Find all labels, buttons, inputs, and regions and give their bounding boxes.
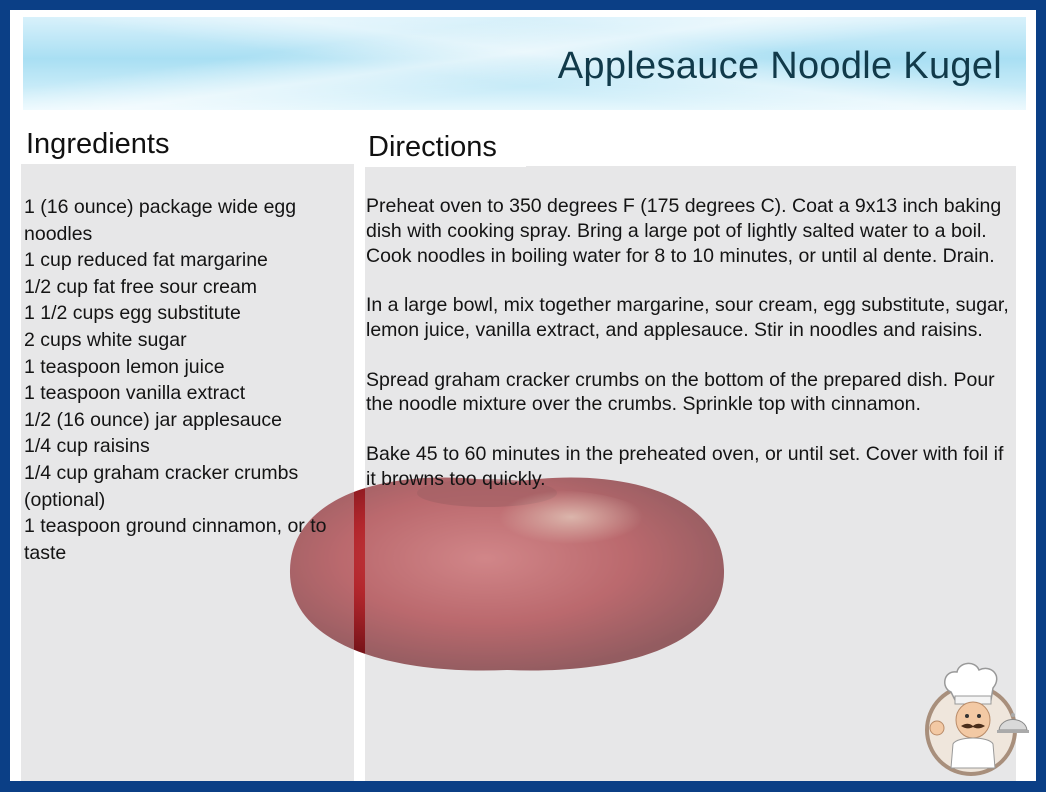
ingredient-item: 1 1/2 cups egg substitute: [24, 302, 241, 325]
page-title: Applesauce Noodle Kugel: [557, 45, 1002, 87]
direction-step: Spread graham cracker crumbs on the bottom of the prepared dish. Pour the noodle mixture over the crumbs. Sprinkle top with cinnamon.: [366, 368, 995, 416]
ingredients-heading: Ingredients: [22, 124, 201, 164]
ingredient-item: 1 teaspoon ground cinnamon, or to taste: [24, 515, 327, 564]
chef-icon: [913, 658, 1033, 780]
directions-text: [366, 194, 1016, 516]
direction-step: In a large bowl, mix together margarine, sour cream, egg substitute, sugar, lemon juice, vanilla extract, and applesauce. Stir in noodles and raisins.: [366, 294, 1009, 341]
directions-heading: Directions: [364, 127, 526, 167]
ingredient-item: 1/2 cup fat free sour cream: [24, 275, 258, 298]
ingredient-item: 1 (16 ounce) package wide egg noodles: [24, 196, 297, 245]
ingredient-item: 1/2 (16 ounce) jar applesauce: [24, 408, 283, 431]
recipe-card: [10, 10, 1036, 781]
ingredient-item: 1 teaspoon vanilla extract: [24, 382, 246, 405]
direction-step: Bake 45 to 60 minutes in the preheated oven, or until set. Cover with foil if it browns too quickly.: [366, 442, 1004, 490]
ingredients-list: [24, 194, 346, 566]
ingredient-item: 1/4 cup graham cracker crumbs (optional): [24, 461, 299, 511]
ingredient-item: 1 teaspoon lemon juice: [24, 355, 225, 378]
ingredient-item: 1 cup reduced fat margarine: [24, 249, 268, 272]
title-banner: [23, 17, 1026, 110]
ingredient-item: 2 cups white sugar: [24, 328, 187, 351]
direction-step: Preheat oven to 350 degrees F (175 degrees C). Coat a 9x13 inch baking dish with cooking spray. Bring a large pot of lightly salted water to a boil. Cook noodles in boiling water for 8 to 10 minutes, or until al dente. Drain.: [366, 195, 1002, 267]
ingredient-item: 1/4 cup raisins: [24, 435, 150, 458]
